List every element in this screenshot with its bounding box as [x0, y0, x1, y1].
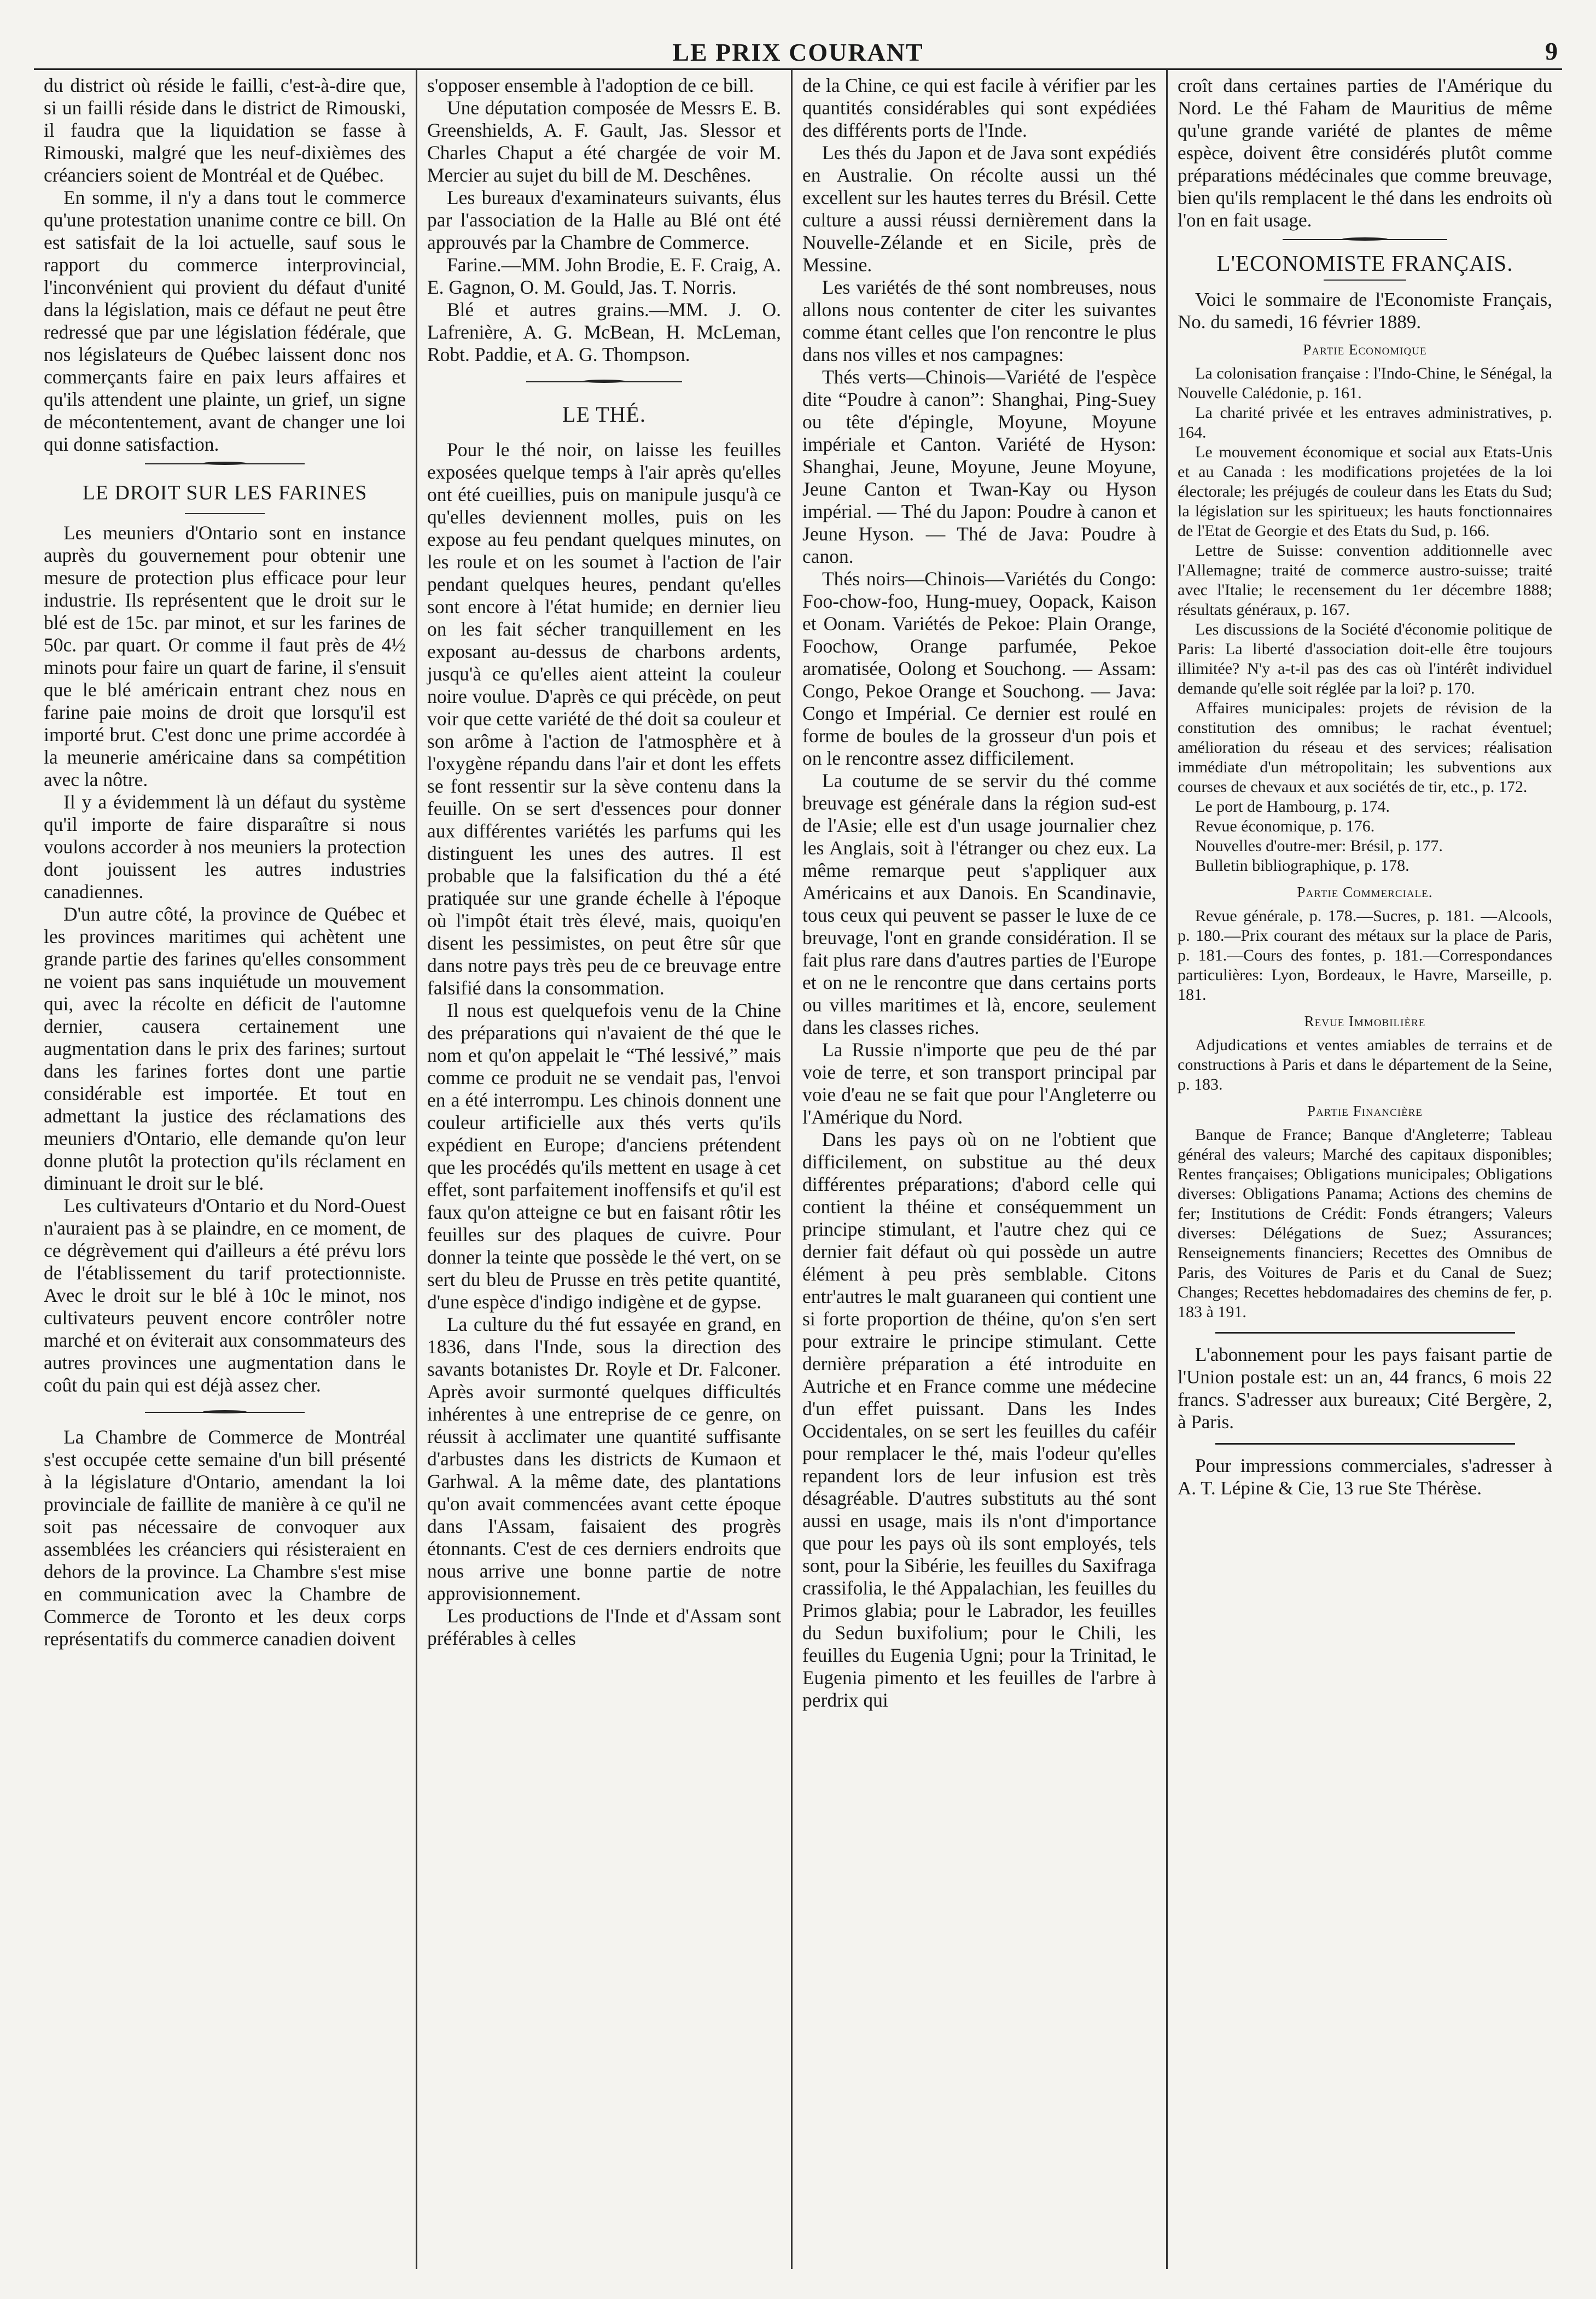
- paragraph: Farine.—MM. John Brodie, E. F. Craig, A. E. Gagnon, O. M. Gould, Jas. T. Norris.: [427, 254, 781, 298]
- list-item: La charité privée et les entraves administratives, p. 164.: [1178, 404, 1552, 441]
- subscription-notice: L'abonnement pour les pays faisant partie de l'Union postale est: un an, 44 francs, 6 mois 22 francs. S'adresser aux bureaux; Cité Bergère, 2, à Paris.: [1178, 1344, 1552, 1433]
- paragraph: Les bureaux d'examinateurs suivants, élus par l'association de la Halle au Blé ont été approuvés par la Chambre de Commerce.: [427, 187, 781, 253]
- paragraph: Les meuniers d'Ontario sont en instance auprès du gouvernement pour obtenir une mesure de protection plus efficace pour leur industrie. Ils représentent que le droit sur le blé est de 15c. par minot, et sur les farines de 50c. par quart. Or comme il faut près de 4½ minots pour faire un quart de farine, il s'ensuit que le blé américain entrant chez nous en farine paie moins de droit que lorsqu'il est importé brut. C'est donc une prime accordée à la meunerie américaine dans sa compétition avec la nôtre.: [44, 522, 406, 790]
- list-item: La colonisation française : l'Indo-Chine, le Sénégal, la Nouvelle Calédonie, p. 161.: [1178, 364, 1552, 402]
- paragraph: de la Chine, ce qui est facile à vérifier par les quantités considérables qui sont expédiées des différents ports de l'Inde.: [802, 74, 1156, 141]
- paragraph: Il nous est quelquefois venu de la Chine des préparations qui n'avaient de thé que le nom et qu'on appelait le “Thé lessivé,” mais comme ce produit ne se vendait pas, l'envoi en a été interrompu. Les chinois donnent une couleur artificielle aux thés verts qu'ils expédient en Europe; d'anciens prétendent que les procédés qu'ils mettent en usage à cet effet, sont parfaitement inoffensifs et qu'il est faux qu'on atteigne ce but en faisant rôtir les feuilles sur des plaques de cuivre. Pour donner la teinte que possède le thé vert, on se sert du bleu de Prusse en très petite quantité, d'une espèce d'indigo indigène et de gypse.: [427, 999, 781, 1313]
- subheading-revue-immobiliere: Revue Immobilière: [1304, 1013, 1426, 1029]
- divider: [1178, 231, 1552, 248]
- paragraph: La Russie n'importe que peu de thé par voie de terre, et son transport principal par voie d'eau ne se fait que pour l'Angleterre ou l'Amérique du Nord.: [802, 1039, 1156, 1128]
- paragraph: La culture du thé fut essayée en grand, en 1836, dans l'Inde, sous la direction des savants botanistes Dr. Royle et Dr. Falconer. Après avoir surmonté quelques difficultés inhérentes à une entreprise de ce genre, on réussit à acclimater une quantité suffisante d'arbustes dans les districts de Kumaon et Garhwal. A la même date, des plantations qu'on avait commencées avant cette époque dans l'Assam, faisaient des progrès étonnants. C'est de ces derniers endroits que nous arrive une bonne partie de notre approvisionnement.: [427, 1313, 781, 1604]
- paragraph: Pour le thé noir, on laisse les feuilles exposées quelque temps à l'air après qu'elles ont été cueillies, puis on manipule jusqu'à ce qu'elles deviennent molles, puis on les expose au feu pendant quelques minutes, on les roule et on les soumet à l'action de l'air pendant quelques heures, pendant qu'elles sont encore à l'état humide; en dernier lieu on les fait sécher tranquillement en les exposant au-dessus de charbons ardents, jusqu'à ce qu'elles aient atteint la couleur noire voulue. D'après ce qui précède, on peut voir que cette variété de thé doit sa couleur et son arôme à l'action de l'atmosphère et à l'oxygène répandu dans l'air et dont les effets se font ressentir sur la sève contenu dans la feuille. On se sert d'essences pour donner aux différentes variétés les parfums qui les distinguent les unes des autres. Il est probable que la falsification du thé a été pratiquée sur une grande échelle à l'époque où l'impôt était très élevé, mais, quoiqu'en disent les pessimistes, on peut être sûr que dans notre pays très peu de ce breuvage entre falsifié dans la consommation.: [427, 439, 781, 999]
- column-2: [416, 70, 791, 2269]
- heading-le-the: LE THÉ.: [562, 402, 646, 427]
- list-item: Le mouvement économique et social aux Etats-Unis et au Canada : les modifications projetées de la loi électorale; les préjugés de couleur dans les Etats du Sud; la législation sur les spiritueux; les hauts fonctionnaires de l'Etat de Georgie et des Etats du Sud, p. 166.: [1178, 443, 1552, 540]
- divider: [185, 513, 265, 514]
- list-item: Bulletin bibliographique, p. 178.: [1195, 857, 1409, 875]
- subheading-partie-commerciale: Partie Commerciale.: [1297, 884, 1433, 900]
- list-item: Revue économique, p. 176.: [1195, 817, 1375, 835]
- paragraph: Les variétés de thé sont nombreuses, nous allons nous contenter de citer les suivantes comme étant celles que l'on rencontre le plus dans nos villes et nos campagnes:: [802, 276, 1156, 365]
- divider: [1215, 1443, 1515, 1445]
- heading-droit-farines: LE DROIT SUR LES FARINES: [82, 481, 368, 504]
- list-item: Lettre de Suisse: convention additionnelle avec l'Allemagne; traité de commerce austro-suisse; traité avec l'Italie; le recensement du 1er décembre 1888; résultats généraux, p. 167.: [1178, 542, 1552, 619]
- paragraph: D'un autre côté, la province de Québec et les provinces maritimes qui achètent une grande partie des farines qu'elles consomment ne voient pas sans inquiétude un mouvement qui, avec la récolte en déficit de l'automne dernier, causera certainement une augmentation dans le prix des farines; surtout dans les farines fortes dont une partie considérable est importée. Et tout en admettant la justice des réclamations des meuniers d'Ontario, elle demande qu'on leur donne plutôt la protection qu'ils réclament en diminuant le droit sur le blé.: [44, 903, 406, 1194]
- list-item: Le port de Hambourg, p. 174.: [1195, 798, 1390, 816]
- list-item: Adjudications et ventes amiables de terrains et de constructions à Paris et dans le département de la Seine, p. 183.: [1178, 1036, 1552, 1093]
- list-item: Les discussions de la Société d'économie politique de Paris: La liberté d'association doit-elle être toujours illimitée? N'y a-t-il pas des cas où l'intérêt individuel demande qu'elle soit réglée par la loi? p. 170.: [1178, 620, 1552, 697]
- paragraph: Il y a évidemment là un défaut du système qu'il importe de faire disparaître si nous voulons accorder à nos meuniers la protection dont jouissent les autres industries canadiennes.: [44, 791, 406, 903]
- printing-notice: Pour impressions commerciales, s'adresser à A. T. Lépine & Cie, 13 rue Ste Thérèse.: [1178, 1455, 1552, 1499]
- subheading-partie-financiere: Partie Financière: [1307, 1103, 1423, 1119]
- list-item: Revue générale, p. 178.—Sucres, p. 181. —Alcools, p. 180.—Prix courant des métaux sur la place de Paris, p. 181.—Cours des fontes, p. 181.—Correspondances particulières: Lyon, Bordeaux, le Havre, Marseille, p. 181.: [1178, 907, 1552, 1004]
- paragraph: La coutume de se servir du thé comme breuvage est générale dans la région sud-est de l'Asie; elle est d'un usage journalier chez les Anglais, soit à l'étranger ou chez eux. La même remarque peut s'appliquer aux Américains et aux Danois. En Scandinavie, tous ceux qui peuvent se passer le luxe de ce breuvage, l'ont en grande considération. Il se fait plus rare dans d'autres parties de l'Europe et on ne le rencontre que dans certains ports ou villes maritimes et là, encore, seulement dans les classes riches.: [802, 770, 1156, 1038]
- divider: [44, 456, 406, 472]
- page-number: 9: [1545, 37, 1558, 65]
- paragraph: En somme, il n'y a dans tout le commerce qu'une protestation unanime contre ce bill. On est satisfait de la loi actuelle, sauf sous le rapport du commerce interprovincial, l'inconvénient qui provient du défaut d'unité dans la législation, mais ce défaut ne peut être redressé que par une législation fédérale, que nos législateurs de Québec laissent donc nos commerçants faire en paix leurs affaires et qu'ils attendent une plainte, un grief, un signe de mécontentement, avant de changer une loi qui donne satisfaction.: [44, 187, 406, 455]
- subheading-partie-economique: Partie Economique: [1303, 341, 1427, 358]
- column-3: [791, 70, 1166, 2269]
- divider: [427, 374, 781, 390]
- running-title: LE PRIX COURANT: [672, 38, 924, 66]
- column-4: [1166, 70, 1562, 2269]
- paragraph: Les thés du Japon et de Java sont expédiés en Australie. On récolte aussi un thé excellent sur les hautes terres du Brésil. Cette culture a aussi réussi dernièrement dans la Nouvelle-Zélande et en Sicile, près de Messine.: [802, 142, 1156, 276]
- paragraph: Une députation composée de Messrs E. B. Greenshields, A. F. Gault, Jas. Slessor et Charles Chaput a été chargée de voir M. Mercier au sujet du bill de M. Deschênes.: [427, 97, 781, 186]
- divider: [44, 1404, 406, 1421]
- paragraph: Dans les pays où on ne l'obtient que difficilement, on substitue au thé deux différentes préparations; d'abord celle qui contient la théine et conséquemment un principe stimulant, et l'autre chez qui ce dernier fait défaut où qui possède un autre élément à peu près semblable. Citons entr'autres le malt guaraneen qui contient une si forte proportion de théine, qu'on s'en sert pour extraire le principe stimulant. Cette dernière préparation a été introduite en Autriche et en France comme une médecine d'un effet puissant. Dans les Indes Occidentales, on se sert les feuilles du caféir pour remplacer le thé, mais l'odeur qu'elles repandent lors de leur infusion est très désagréable. D'autres substituts au thé sont aussi en usage, mais ils n'ont d'importance que pour les pays où ils sont employés, tels sont, pour la Sibérie, les feuilles du Saxifraga crassifolia, le thé Appalachian, les feuilles du Primos glabia; pour le Labrador, les feuilles du Sedun buxifolium; pour le Chili, les feuilles du Eugenia Ugni; pour la Trinitad, le Eugenia pimento et les feuilles de l'arbre à perdrix qui: [802, 1128, 1156, 1711]
- paragraph: La Chambre de Commerce de Montréal s'est occupée cette semaine d'un bill présenté à la législature d'Ontario, amendant la loi provinciale de faillite de manière à ce qu'il ne soit pas nécessaire de convoquer aux assemblées les créanciers qui résisteraient en dehors de la province. La Chambre s'est mise en communication avec la Chambre de Commerce de Toronto et les deux corps représentatifs du commerce canadien doivent: [44, 1426, 406, 1650]
- paragraph: croît dans certaines parties de l'Amérique du Nord. Le thé Faham de Mauritius de même qu'une grande variété de plantes de même espèce, doivent être considérés plutôt comme préparations médécinales que comme breuvage, bien qu'ils remplacent le thé dans les endroits où l'on en fait usage.: [1178, 75, 1552, 231]
- paragraph: Thés noirs—Chinois—Variétés du Congo: Foo-chow-foo, Hung-muey, Oopack, Kaison et Oonam. Variétés de Pekoe: Plain Orange, Foochow, Orange parfumée, Pekoe aromatisée, Oolong et Souchong. — Assam: Congo, Pekoe Orange et Souchong. — Java: Congo et Impérial. Ce dernier est roulé en forme de boules de la grosseur d'un pois et on le rencontre assez difficilement.: [802, 568, 1156, 769]
- page-header: [34, 30, 1562, 70]
- paragraph: Blé et autres grains.—MM. J. O. Lafrenière, A. G. McBean, H. McLeman, Robt. Paddie, et A. G. Thompson.: [427, 299, 781, 365]
- list-item: Affaires municipales: projets de révision de la constitution des omnibus; le rachat éventuel; amélioration du réseau et des services; réalisation immédiate d'un métropolitain; les subventions aux courses de chevaux et aux sociétés de tir, etc., p. 172.: [1178, 699, 1552, 796]
- column-1: [34, 70, 416, 2269]
- list-item: Nouvelles d'outre-mer: Brésil, p. 177.: [1195, 837, 1443, 855]
- list-item: Banque de France; Banque d'Angleterre; Tableau général des valeurs; Marché des capitaux disponibles; Rentes françaises; Obligations municipales; Obligations diverses: Obligations Panama; Actions des chemins de fer; Institutions de Crédit: Fonds étrangers; Valeurs diverses: Délégations de Suez; Assurances; Renseignements financiers; Recettes des Omnibus de Paris, des Voitures de Paris et du Canal de Suez; Changes; Recettes hebdomadaires des chemins de fer, p. 183 à 191.: [1178, 1126, 1552, 1321]
- paragraph: Voici le sommaire de l'Economiste Français, No. du samedi, 16 février 1889.: [1178, 289, 1552, 333]
- divider: [1324, 280, 1406, 281]
- heading-economiste-francais: L'ECONOMISTE FRANÇAIS.: [1216, 251, 1513, 276]
- paragraph: du district où réside le failli, c'est-à-dire que, si un failli réside dans le district de Rimouski, il faudra que la liquidation se fasse à Rimouski, malgré que les neuf-dixièmes des créanciers soient de Montréal et de Québec.: [44, 74, 406, 186]
- paragraph: s'opposer ensemble à l'adoption de ce bill.: [427, 74, 754, 96]
- columns: [34, 70, 1562, 2269]
- paragraph: Les productions de l'Inde et d'Assam sont préférables à celles: [427, 1605, 781, 1649]
- paragraph: Les cultivateurs d'Ontario et du Nord-Ouest n'auraient pas à se plaindre, en ce moment, de ce dégrèvement qui d'ailleurs a été prévu lors de l'établissement du tarif protectionniste. Avec le droit sur le blé à 10c le minot, nos cultivateurs peuvent encore contrôler notre marché et on éviterait aux consommateurs des autres provinces une augmentation dans le coût du pain qui est déjà assez cher.: [44, 1195, 406, 1396]
- paragraph: Thés verts—Chinois—Variété de l'espèce dite “Poudre à canon”: Shanghai, Ping-Suey ou tête d'épingle, Moyune, Moyune impériale et Canton. Variété de Hyson: Shanghai, Jeune, Moyune, Jeune Moyune, Jeune Canton et Twan-Kay ou Hyson impérial. — Thé du Japon: Poudre à canon et Jeune Hyson. — Thé de Java: Poudre à canon.: [802, 366, 1156, 567]
- divider: [1215, 1332, 1515, 1334]
